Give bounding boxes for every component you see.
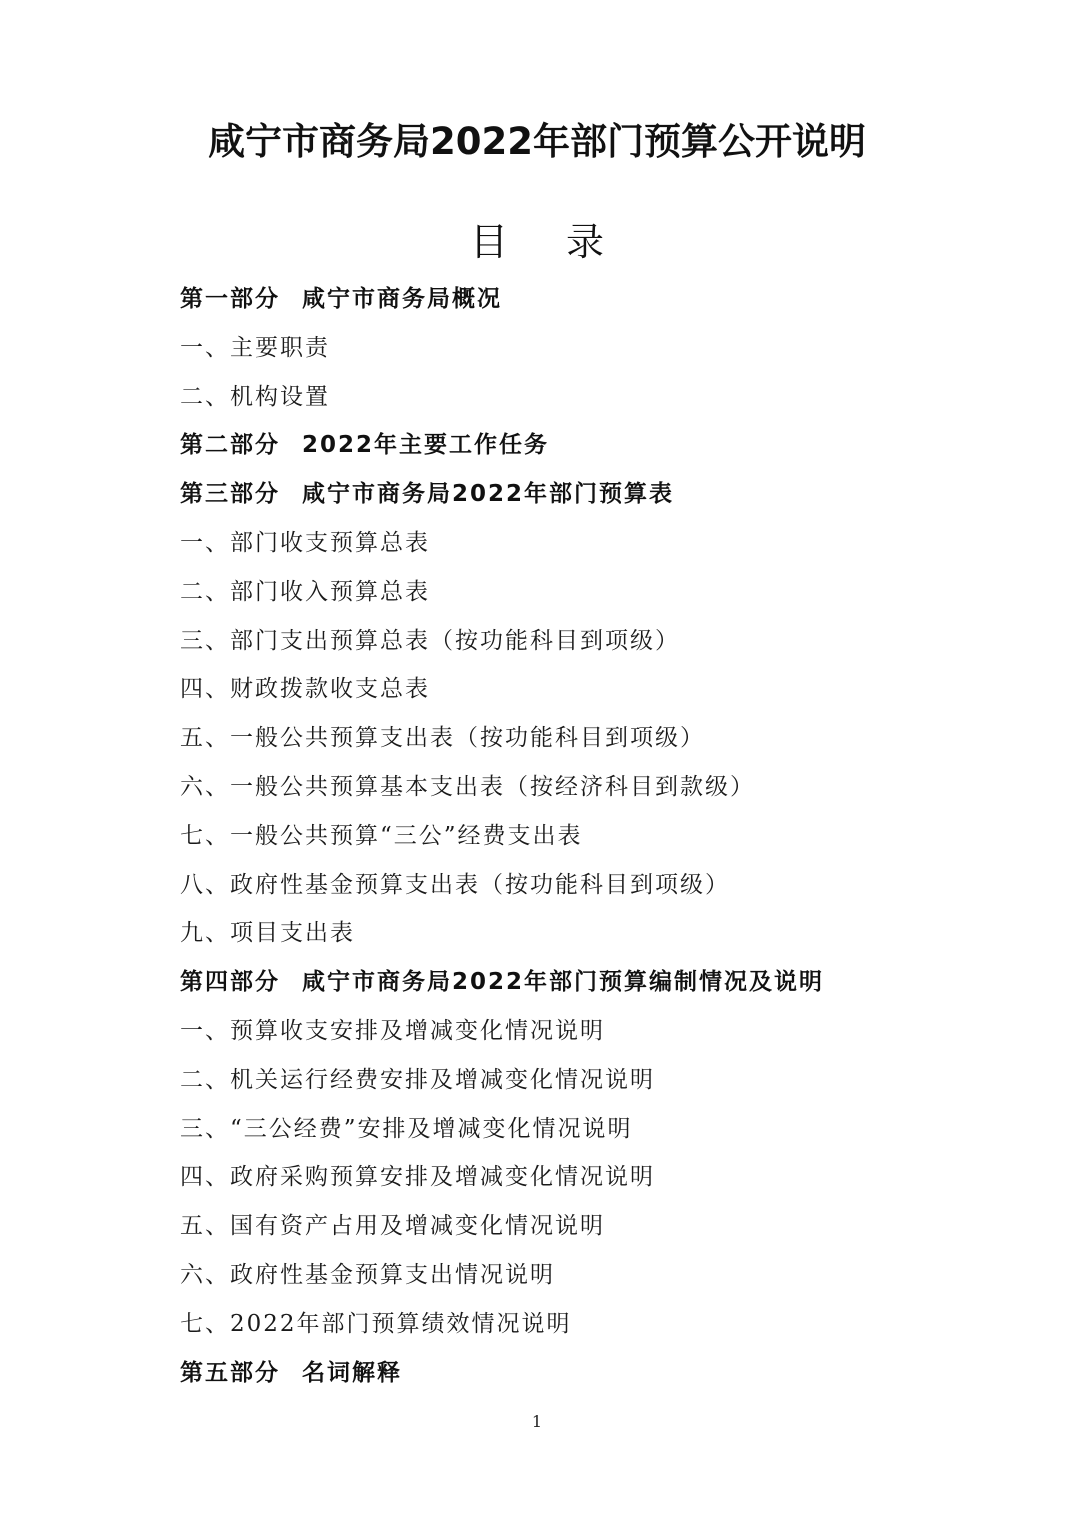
toc-entry: [180, 763, 1000, 812]
toc-entry-text: 一、主要职责: [180, 334, 330, 361]
toc-heading-char: 目: [469, 220, 508, 264]
toc-entry-text: 七、一般公共预算“三公”经费支出表: [180, 822, 583, 849]
toc-entry: [180, 1056, 1000, 1105]
table-of-contents: [180, 275, 1000, 1397]
toc-entry-text: 三、部门支出预算总表（按功能科目到项级）: [180, 627, 680, 654]
document-title: 咸宁市商务局2022年部门预算公开说明: [208, 120, 866, 163]
toc-entry: [180, 617, 1000, 666]
toc-entry-text: 一、部门收支预算总表: [180, 529, 430, 556]
toc-part-label: 第一部分: [180, 286, 280, 312]
toc-entry: [180, 861, 1000, 910]
toc-entry-text: 2022年主要工作任务: [302, 432, 550, 459]
toc-entry-text: 一、预算收支安排及增减变化情况说明: [180, 1017, 605, 1044]
toc-entry: [180, 1007, 1000, 1056]
toc-entry: [180, 568, 1000, 617]
toc-entry: [180, 909, 1000, 958]
toc-entry-text: 五、国有资产占用及增减变化情况说明: [180, 1213, 605, 1240]
toc-entry-text: 五、一般公共预算支出表（按功能科目到项级）: [180, 725, 705, 752]
toc-entry-text: 二、机关运行经费安排及增减变化情况说明: [180, 1066, 655, 1093]
toc-entry-text: 七、2022年部门预算绩效情况说明: [180, 1310, 572, 1337]
toc-part-heading: [180, 958, 1000, 1007]
toc-entry: [180, 665, 1000, 714]
toc-entry: [180, 373, 1000, 422]
toc-entry-text: 二、机构设置: [180, 383, 330, 410]
toc-entry: [180, 1153, 1000, 1202]
toc-entry-text: 八、政府性基金预算支出表（按功能科目到项级）: [180, 871, 730, 898]
toc-entry-text: 九、项目支出表: [180, 920, 355, 947]
toc-entry: [180, 519, 1000, 568]
page-number: 1: [531, 1412, 543, 1431]
toc-part-heading: [180, 421, 1000, 470]
toc-entry-text: 三、“三公经费”安排及增减变化情况说明: [180, 1115, 633, 1142]
toc-heading: [0, 212, 1074, 272]
toc-entry: [180, 812, 1000, 861]
toc-entry-text: 四、政府采购预算安排及增减变化情况说明: [180, 1164, 655, 1191]
toc-part-heading: [180, 1349, 1000, 1398]
toc-entry: [180, 1105, 1000, 1154]
toc-entry-text: 四、财政拨款收支总表: [180, 676, 430, 703]
toc-entry-text: 咸宁市商务局概况: [302, 286, 502, 312]
toc-part-heading: [180, 275, 1000, 324]
toc-part-heading: [180, 470, 1000, 519]
toc-entry-text: 名词解释: [302, 1359, 402, 1386]
toc-entry: [180, 1300, 1000, 1349]
toc-part-label: 第三部分: [180, 481, 280, 508]
toc-entry-text: 咸宁市商务局2022年部门预算表: [302, 481, 675, 508]
toc-entry-text: 六、政府性基金预算支出情况说明: [180, 1261, 555, 1288]
toc-heading-char: 录: [566, 220, 605, 264]
toc-entry: [180, 1202, 1000, 1251]
toc-entry: [180, 1251, 1000, 1300]
toc-entry-text: 咸宁市商务局2022年部门预算编制情况及说明: [302, 969, 825, 996]
toc-entry-text: 二、部门收入预算总表: [180, 578, 430, 605]
toc-part-label: 第五部分: [180, 1359, 280, 1386]
toc-entry: [180, 714, 1000, 763]
toc-part-label: 第四部分: [180, 969, 280, 996]
toc-part-label: 第二部分: [180, 432, 280, 459]
toc-entry: [180, 324, 1000, 373]
toc-entry-text: 六、一般公共预算基本支出表（按经济科目到款级）: [180, 773, 755, 800]
